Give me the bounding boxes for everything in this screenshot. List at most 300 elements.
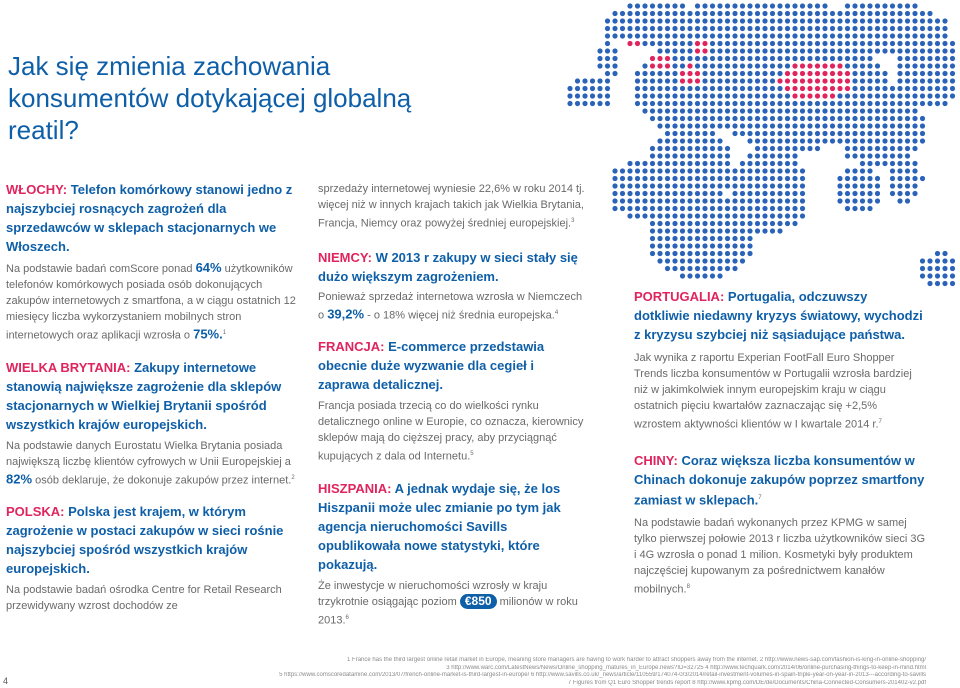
map-dot — [672, 108, 677, 113]
map-dot — [807, 101, 812, 106]
map-dot — [695, 146, 700, 151]
map-dot — [882, 161, 887, 166]
map-dot — [942, 26, 947, 31]
map-dot — [620, 168, 625, 173]
map-dot — [890, 146, 895, 151]
map-dot — [710, 11, 715, 16]
map-dot — [725, 146, 730, 151]
map-dot — [935, 78, 940, 83]
poland-headline: POLSKA: Polska jest krajem, w którym zagrożenie w postaci zakupów w sieci rośnie najszybciej spośród wszystkich krajów europejskich. — [6, 504, 284, 577]
map-dot — [605, 63, 610, 68]
map-dot — [852, 63, 857, 68]
map-dot — [672, 78, 677, 83]
map-dot — [642, 198, 647, 203]
map-dot — [867, 123, 872, 128]
map-dot — [912, 63, 917, 68]
map-dot — [830, 48, 835, 53]
map-dot — [852, 183, 857, 188]
map-dot — [755, 108, 760, 113]
map-dot — [777, 221, 782, 226]
map-dot — [687, 26, 692, 31]
map-dot — [942, 41, 947, 46]
map-dot — [740, 228, 745, 233]
map-dot — [762, 78, 767, 83]
map-dot — [672, 153, 677, 158]
map-dot — [717, 183, 722, 188]
map-dot — [687, 11, 692, 16]
map-dot — [912, 93, 917, 98]
map-dot — [792, 191, 797, 196]
map-dot — [665, 161, 670, 166]
map-dot — [755, 168, 760, 173]
map-dot — [657, 26, 662, 31]
map-dot — [710, 176, 715, 181]
map-dot — [875, 138, 880, 143]
map-dot — [785, 221, 790, 226]
map-dot — [800, 213, 805, 218]
map-dot — [650, 236, 655, 241]
map-dot — [762, 41, 767, 46]
map-dot — [657, 243, 662, 248]
map-dot — [852, 138, 857, 143]
map-dot — [845, 146, 850, 151]
map-dot — [687, 93, 692, 98]
map-dot — [740, 206, 745, 211]
map-dot — [905, 161, 910, 166]
map-dot — [755, 86, 760, 91]
map-dot — [725, 213, 730, 218]
map-dot — [912, 146, 917, 151]
map-dot — [867, 198, 872, 203]
map-dot — [905, 93, 910, 98]
map-dot — [747, 3, 752, 8]
map-dot-highlight — [807, 86, 812, 91]
map-dot — [747, 183, 752, 188]
map-dot — [702, 26, 707, 31]
france-body: Francja posiada trzecią co do wielkości rynku detalicznego online w Europie, co oznacza, kierownicy sklepów mają do cięższej pracy, aby przyciągnąć kupujących z dala od Internetu.$^5$ — [318, 400, 584, 463]
map-dot — [785, 198, 790, 203]
map-dot — [905, 26, 910, 31]
map-dot — [897, 101, 902, 106]
map-dot — [612, 18, 617, 23]
map-dot — [830, 108, 835, 113]
map-dot — [657, 138, 662, 143]
map-dot — [687, 33, 692, 38]
map-dot — [747, 11, 752, 16]
map-dot — [860, 176, 865, 181]
map-dot — [710, 146, 715, 151]
map-dot — [725, 236, 730, 241]
map-dot — [717, 3, 722, 8]
map-dot — [845, 56, 850, 61]
map-dot — [747, 206, 752, 211]
map-dot — [710, 101, 715, 106]
map-dot — [912, 71, 917, 76]
map-dot — [672, 101, 677, 106]
map-dot — [740, 191, 745, 196]
map-dot — [755, 153, 760, 158]
map-dot — [680, 18, 685, 23]
map-dot — [687, 198, 692, 203]
map-dot — [650, 11, 655, 16]
map-dot — [785, 146, 790, 151]
map-dot — [695, 123, 700, 128]
map-dot — [687, 251, 692, 256]
map-dot — [755, 116, 760, 121]
map-dot — [837, 123, 842, 128]
map-dot — [822, 18, 827, 23]
map-dot — [650, 221, 655, 226]
map-dot — [597, 48, 602, 53]
map-dot — [942, 251, 947, 256]
map-dot — [672, 18, 677, 23]
map-dot — [912, 183, 917, 188]
map-dot — [897, 176, 902, 181]
map-dot — [852, 48, 857, 53]
map-dot — [905, 78, 910, 83]
map-dot — [777, 3, 782, 8]
map-dot — [860, 71, 865, 76]
map-dot — [837, 41, 842, 46]
map-dot — [665, 221, 670, 226]
map-dot — [867, 33, 872, 38]
map-dot-highlight — [800, 93, 805, 98]
page-title: Jak się zmienia zachowania konsumentów dotykającej globalną reatil? — [8, 51, 412, 145]
map-dot — [687, 228, 692, 233]
map-dot — [687, 191, 692, 196]
map-dot — [657, 78, 662, 83]
map-dot — [747, 138, 752, 143]
map-dot — [920, 258, 925, 263]
map-dot — [657, 168, 662, 173]
map-dot — [717, 176, 722, 181]
map-dot — [672, 228, 677, 233]
map-dot — [905, 176, 910, 181]
map-dot — [785, 123, 790, 128]
map-dot — [860, 161, 865, 166]
map-dot — [747, 78, 752, 83]
map-dot — [762, 161, 767, 166]
map-dot — [725, 11, 730, 16]
map-dot — [920, 176, 925, 181]
map-dot — [785, 206, 790, 211]
map-dot — [680, 236, 685, 241]
map-dot — [650, 243, 655, 248]
map-dot — [755, 78, 760, 83]
map-dot — [882, 101, 887, 106]
map-dot — [912, 3, 917, 8]
map-dot — [717, 123, 722, 128]
map-dot — [687, 221, 692, 226]
map-dot — [815, 3, 820, 8]
map-dot — [845, 63, 850, 68]
map-dot — [875, 71, 880, 76]
map-dot — [905, 191, 910, 196]
map-dot — [792, 123, 797, 128]
map-dot — [747, 153, 752, 158]
map-dot — [905, 63, 910, 68]
map-dot — [770, 153, 775, 158]
map-dot — [635, 11, 640, 16]
map-dot — [927, 56, 932, 61]
map-dot — [582, 86, 587, 91]
map-dot — [725, 258, 730, 263]
map-dot — [680, 153, 685, 158]
map-dot — [950, 63, 955, 68]
map-dot — [702, 33, 707, 38]
map-dot — [882, 131, 887, 136]
map-dot — [612, 63, 617, 68]
map-dot — [837, 26, 842, 31]
map-dot — [687, 108, 692, 113]
map-dot — [875, 63, 880, 68]
map-dot — [792, 108, 797, 113]
map-dot — [897, 78, 902, 83]
map-dot — [822, 3, 827, 8]
map-dot — [642, 18, 647, 23]
map-dot — [710, 236, 715, 241]
map-dot — [612, 71, 617, 76]
map-dot — [695, 183, 700, 188]
map-dot — [732, 116, 737, 121]
map-dot — [897, 191, 902, 196]
map-dot — [665, 18, 670, 23]
map-dot — [807, 108, 812, 113]
map-dot — [770, 86, 775, 91]
map-dot — [942, 56, 947, 61]
map-dot — [702, 146, 707, 151]
map-dot — [635, 86, 640, 91]
map-dot — [665, 108, 670, 113]
map-dot — [867, 26, 872, 31]
map-dot — [770, 71, 775, 76]
map-dot — [725, 48, 730, 53]
map-dot — [650, 93, 655, 98]
map-dot — [815, 101, 820, 106]
map-dot — [807, 56, 812, 61]
map-dot-highlight — [807, 71, 812, 76]
map-dot — [665, 93, 670, 98]
map-dot — [762, 48, 767, 53]
map-dot — [732, 213, 737, 218]
map-dot — [830, 123, 835, 128]
map-dot — [942, 93, 947, 98]
map-dot — [897, 116, 902, 121]
map-dot — [920, 123, 925, 128]
map-dot — [672, 33, 677, 38]
map-dot — [605, 41, 610, 46]
map-dot — [777, 198, 782, 203]
map-dot-highlight — [822, 93, 827, 98]
map-dot — [695, 258, 700, 263]
map-dot — [762, 33, 767, 38]
map-dot — [747, 48, 752, 53]
map-dot — [665, 191, 670, 196]
map-dot — [740, 161, 745, 166]
map-dot — [717, 71, 722, 76]
map-dot — [770, 161, 775, 166]
map-dot — [620, 191, 625, 196]
map-dot — [627, 176, 632, 181]
map-dot — [912, 86, 917, 91]
map-dot — [740, 86, 745, 91]
map-dot — [725, 153, 730, 158]
map-dot — [860, 116, 865, 121]
map-dot — [740, 101, 745, 106]
map-dot — [935, 26, 940, 31]
map-dot — [710, 251, 715, 256]
map-dot-highlight — [665, 56, 670, 61]
map-dot — [845, 183, 850, 188]
map-dot — [717, 258, 722, 263]
map-dot — [792, 168, 797, 173]
map-dot — [725, 63, 730, 68]
map-dot — [740, 33, 745, 38]
map-dot — [800, 48, 805, 53]
map-dot — [710, 221, 715, 226]
map-dot — [755, 131, 760, 136]
map-dot — [770, 198, 775, 203]
map-dot — [740, 3, 745, 8]
map-dot — [732, 93, 737, 98]
map-dot — [665, 258, 670, 263]
map-dot — [687, 176, 692, 181]
map-dot — [860, 26, 865, 31]
map-dot — [725, 228, 730, 233]
map-dot-highlight — [830, 63, 835, 68]
map-dot — [815, 146, 820, 151]
map-dot — [725, 71, 730, 76]
map-dot — [770, 18, 775, 23]
map-dot — [702, 176, 707, 181]
map-dot — [650, 228, 655, 233]
map-dot — [777, 41, 782, 46]
map-dot — [875, 191, 880, 196]
map-dot — [807, 26, 812, 31]
map-dot — [860, 86, 865, 91]
map-dot — [635, 198, 640, 203]
map-dot — [680, 206, 685, 211]
map-dot — [717, 228, 722, 233]
map-dot-highlight — [650, 63, 655, 68]
map-dot — [807, 48, 812, 53]
map-dot — [807, 146, 812, 151]
map-dot — [927, 33, 932, 38]
map-dot — [747, 221, 752, 226]
map-dot — [762, 3, 767, 8]
map-dot — [942, 48, 947, 53]
map-dot — [890, 93, 895, 98]
map-dot — [822, 108, 827, 113]
map-dot — [702, 138, 707, 143]
map-dot — [680, 221, 685, 226]
map-dot — [942, 273, 947, 278]
map-dot — [702, 93, 707, 98]
map-dot — [687, 131, 692, 136]
map-dot — [747, 236, 752, 241]
map-dot — [897, 153, 902, 158]
map-dot — [657, 41, 662, 46]
map-dot — [912, 123, 917, 128]
map-dot — [905, 3, 910, 8]
map-dot — [717, 243, 722, 248]
map-dot — [597, 93, 602, 98]
map-dot — [770, 108, 775, 113]
map-dot — [732, 251, 737, 256]
map-dot — [822, 123, 827, 128]
map-dot — [710, 183, 715, 188]
map-dot — [920, 56, 925, 61]
map-dot — [852, 18, 857, 23]
map-dot — [740, 258, 745, 263]
map-dot — [897, 63, 902, 68]
map-dot — [680, 48, 685, 53]
map-dot — [867, 191, 872, 196]
map-dot — [702, 116, 707, 121]
map-dot — [830, 56, 835, 61]
map-dot — [665, 198, 670, 203]
map-dot — [620, 176, 625, 181]
map-dot — [905, 18, 910, 23]
map-dot-highlight — [777, 78, 782, 83]
map-dot — [860, 206, 865, 211]
map-dot-highlight — [785, 71, 790, 76]
map-dot — [860, 93, 865, 98]
map-dot — [740, 213, 745, 218]
map-dot — [860, 191, 865, 196]
map-dot — [830, 26, 835, 31]
map-dot — [785, 183, 790, 188]
map-dot — [680, 146, 685, 151]
map-dot — [942, 258, 947, 263]
map-dot — [620, 18, 625, 23]
map-dot — [860, 108, 865, 113]
map-dot — [642, 161, 647, 166]
map-dot — [695, 101, 700, 106]
map-dot — [822, 33, 827, 38]
map-dot — [635, 176, 640, 181]
map-dot — [920, 93, 925, 98]
map-dot — [785, 131, 790, 136]
map-dot — [837, 176, 842, 181]
map-dot — [927, 78, 932, 83]
china-headline: CHINY: Coraz większa liczba konsumentów w Chinach dokonuje zakupów poprzez smartfony zamiast w sklepach.$^7$ — [634, 452, 925, 507]
map-dot — [875, 176, 880, 181]
map-dot — [800, 123, 805, 128]
map-dot — [785, 191, 790, 196]
map-dot — [665, 78, 670, 83]
map-dot — [657, 108, 662, 113]
map-dot-highlight — [680, 71, 685, 76]
map-dot — [695, 213, 700, 218]
map-dot — [792, 213, 797, 218]
map-dot — [950, 273, 955, 278]
map-dot — [800, 168, 805, 173]
map-dot — [785, 116, 790, 121]
map-dot — [695, 251, 700, 256]
map-dot — [672, 146, 677, 151]
map-dot-highlight — [830, 93, 835, 98]
map-dot — [852, 108, 857, 113]
map-dot — [680, 3, 685, 8]
map-dot — [680, 116, 685, 121]
map-dot — [785, 93, 790, 98]
map-dot — [785, 153, 790, 158]
map-dot — [845, 11, 850, 16]
map-dot-highlight — [665, 63, 670, 68]
map-dot — [942, 63, 947, 68]
map-dot — [650, 213, 655, 218]
